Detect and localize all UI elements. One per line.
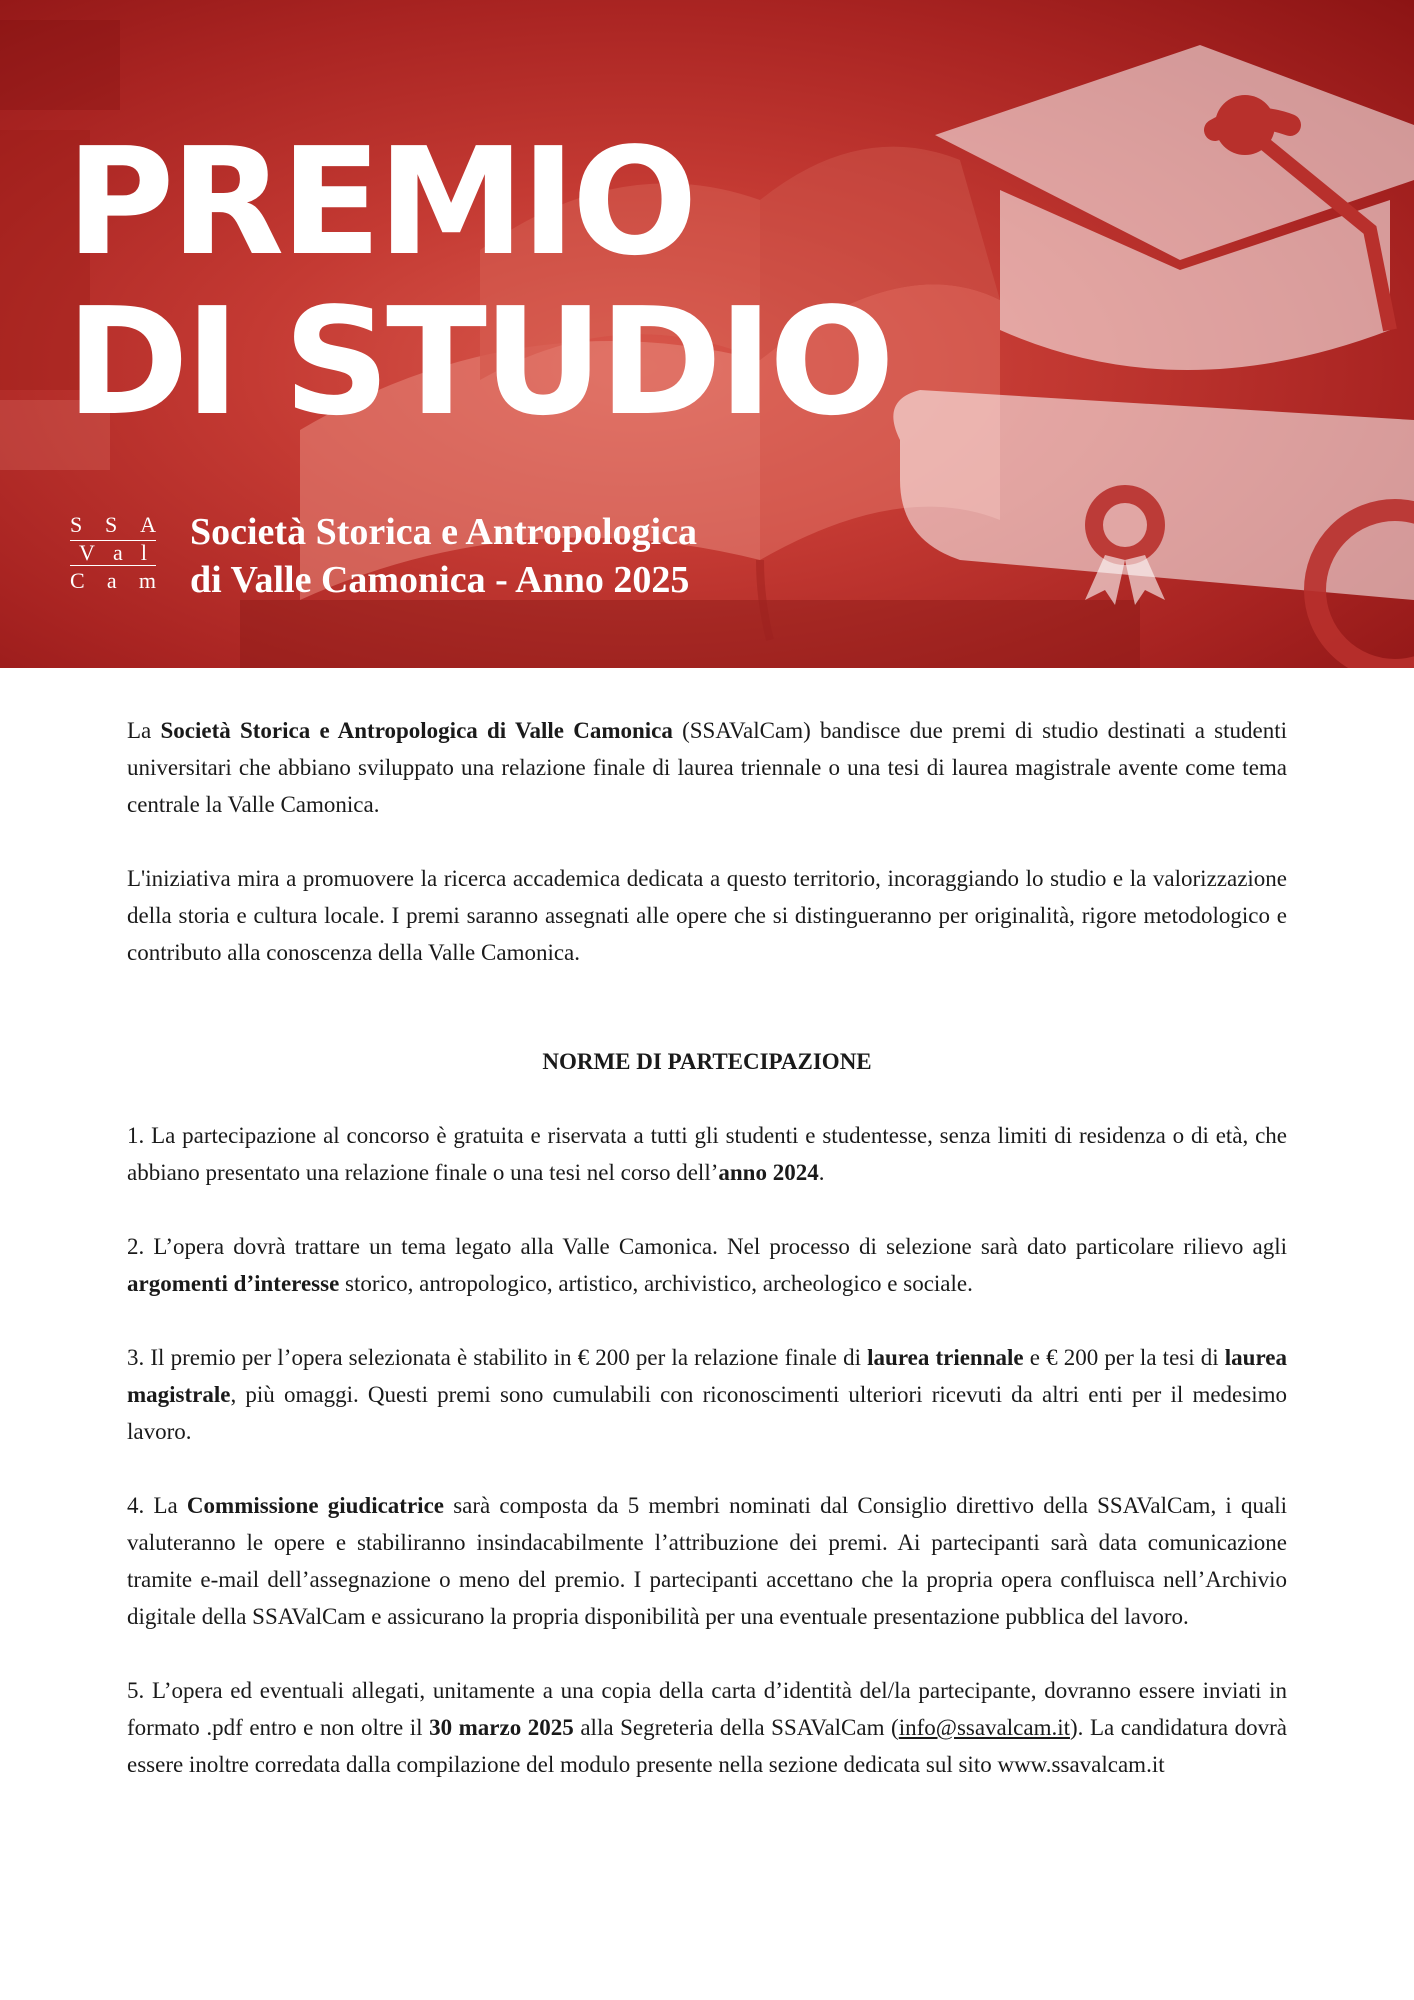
intro-paragraph-1: La Società Storica e Antropologica di Valle Camonica (SSAValCam) bandisce due premi di studio destinati a studenti universitari che abbiano sviluppato una relazione finale di laurea triennale o una tesi di laurea magistrale avente come tema centrale la Valle Camonica. xyxy=(127,718,1287,817)
subtitle-line-1: Società Storica e Antropologica xyxy=(190,511,697,553)
header-banner xyxy=(0,0,1414,668)
rule-5: 5. L’opera ed eventuali allegati, unitamente a una copia della carta d’identità del/la partecipante, dovranno essere inviati in formato .pdf entro e non oltre il 30 marzo 2025 alla Segreteria della SSAValCam (info@ssavalcam.it). La candidatura dovrà essere inoltre corredata dalla compilazione del modulo presente nella sezione dedicata sul sito www.ssavalcam.it xyxy=(127,1678,1288,1777)
document-body xyxy=(127,712,1287,1820)
rule-4: 4. La Commissione giudicatrice sarà composta da 5 membri nominati dal Consiglio direttivo della SSAValCam, i quali valuteranno le opere e stabiliranno insindacabilmente l’attribuzione dei premi. Ai partecipanti sarà data comunicazione tramite e-mail dell’assegnazione o meno del premio. I partecipanti accettano che la propria opera confluisca nell’Archivio digitale della SSAValCam e assicurano la propria disponibilità per una eventuale presentazione pubblica del lavoro. xyxy=(127,1493,1287,1629)
header-subtitle xyxy=(190,508,697,604)
email-link[interactable]: info@ssavalcam.it xyxy=(898,1715,1070,1740)
graduation-cap-icon xyxy=(935,45,1414,370)
section-title: NORME DI PARTECIPAZIONE xyxy=(542,1049,872,1074)
rule-3: 3. Il premio per l’opera selezionata è stabilito in € 200 per la relazione finale di laurea triennale e € 200 per la tesi di laurea magistrale, più omaggi. Questi premi sono cumulabili con riconoscimenti ulteriori ricevuti da altri enti per il medesimo lavoro. xyxy=(127,1345,1287,1444)
intro-paragraph-2: L'iniziativa mira a promuovere la ricerca accademica dedicata a questo territorio, incoraggiando lo studio e la valorizzazione della storia e cultura locale. I premi saranno assegnati alle opere che si distingueranno per originalità, rigore metodologico e contributo alla conoscenza della Valle Camonica. xyxy=(127,866,1287,965)
ssavalcam-logo xyxy=(70,512,156,594)
rule-2: 2. L’opera dovrà trattare un tema legato alla Valle Camonica. Nel processo di selezione sarà dato particolare rilievo agli argomenti d’interesse storico, antropologico, artistico, archivistico, archeologico e sociale. xyxy=(127,1234,1287,1296)
rule-1: 1. La partecipazione al concorso è gratuita e riservata a tutti gli studenti e studentesse, senza limiti di residenza o di età, che abbiano presentato una relazione finale o una tesi nel corso dell’anno 2024. xyxy=(127,1123,1287,1185)
title-line-1: PREMIO xyxy=(66,116,694,288)
logo-row-ssa: S S A xyxy=(70,512,156,537)
title-line-2: DI STUDIO xyxy=(66,276,891,448)
logo-row-val: V a l xyxy=(70,540,156,566)
logo-row-cam: C a m xyxy=(70,568,156,593)
subtitle-line-2: di Valle Camonica - Anno 2025 xyxy=(190,559,690,601)
